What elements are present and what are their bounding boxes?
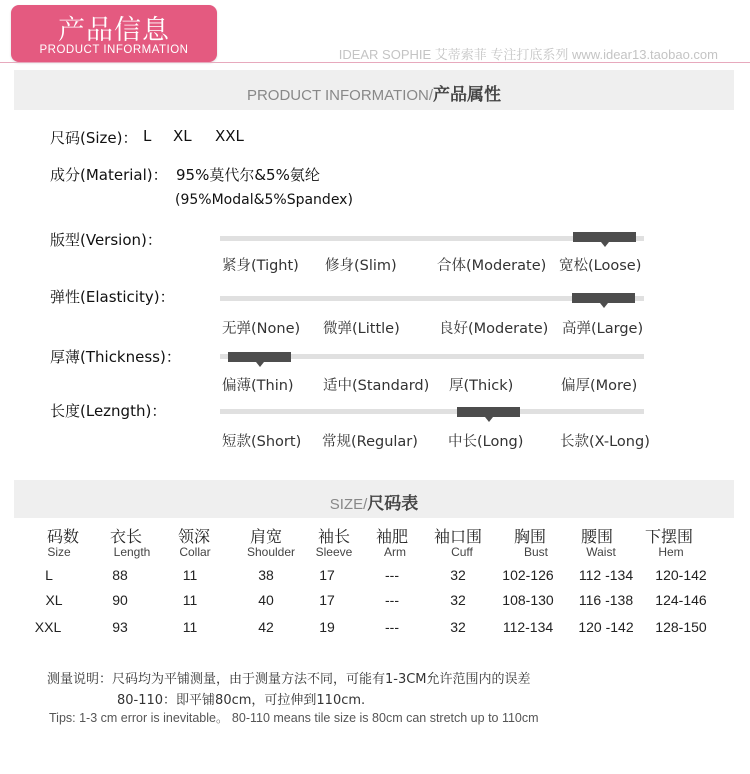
- table-cell: 90: [112, 592, 128, 608]
- table-cell: 32: [450, 619, 466, 635]
- table-cell: ---: [385, 619, 399, 635]
- table-cell: 19: [319, 619, 335, 635]
- header-en: Shoulder: [246, 545, 296, 559]
- brand-watermark: IDEAR SOPHIE 艾蒂索菲 专注打底系列 www.idear13.taobao.com: [338, 47, 718, 62]
- elasticity-scale-marker: [572, 293, 635, 303]
- version-option-slim: 修身(Slim): [325, 258, 397, 274]
- size-option-xl: XL: [173, 127, 192, 145]
- thickness-option-thick: 厚(Thick): [449, 378, 514, 394]
- length-label: 长度(Lezngth)：: [50, 402, 167, 420]
- header-cn: 腰围: [580, 527, 613, 546]
- table-cell: 93: [112, 619, 128, 635]
- header-cn: 衣长: [109, 527, 142, 546]
- table-row: [0, 619, 750, 639]
- thickness-option-standard: 适中(Standard): [323, 378, 430, 394]
- size-table-header: [0, 524, 750, 564]
- header-en: Bust: [523, 545, 548, 559]
- material-label: 成分(Material)：: [50, 166, 168, 184]
- table-cell: 128-150: [655, 619, 707, 635]
- elasticity-option-large: 高弹(Large): [562, 321, 644, 337]
- length-option-short: 短款(Short): [222, 434, 302, 450]
- section-title-en: SIZE/: [329, 496, 368, 513]
- length-option-regular: 常规(Regular): [322, 434, 418, 450]
- length-option-x-long: 长款(X-Long): [560, 434, 650, 450]
- thickness-scale-marker: [228, 352, 291, 362]
- section-title-en: PRODUCT INFORMATION/: [246, 87, 434, 104]
- elasticity-label: 弹性(Elasticity)：: [50, 288, 175, 306]
- material-value-en: (95%Modal&5%Spandex): [175, 192, 353, 208]
- elasticity-option-moderate: 良好(Moderate): [439, 321, 549, 337]
- length-scale-track: [220, 409, 644, 414]
- table-cell: L: [45, 567, 53, 583]
- elasticity-option-none: 无弹(None): [222, 321, 301, 337]
- length-scale-marker: [457, 407, 520, 417]
- version-scale-marker: [573, 232, 636, 242]
- section-title-cn: 尺码表: [367, 494, 419, 513]
- badge-title-cn: 产品信息: [58, 15, 170, 46]
- table-cell: 32: [450, 592, 466, 608]
- size-option-l: L: [143, 127, 152, 145]
- header-en: Length: [113, 545, 151, 559]
- table-cell: 112-134: [502, 619, 554, 635]
- version-option-tight: 紧身(Tight): [222, 258, 299, 274]
- table-cell: 124-146: [655, 592, 707, 608]
- table-cell: 38: [258, 567, 274, 583]
- header-cn: 袖肥: [375, 527, 408, 546]
- header-en: Collar: [179, 545, 211, 559]
- table-row: [0, 567, 750, 587]
- header-en: Hem: [658, 545, 684, 559]
- table-cell: ---: [385, 592, 399, 608]
- product-information-badge: [11, 5, 217, 62]
- size-label: 尺码(Size)：: [50, 129, 138, 147]
- table-cell: 88: [112, 567, 128, 583]
- table-cell: 42: [258, 619, 274, 635]
- table-cell: 120-142: [655, 567, 707, 583]
- tips-note: Tips: 1-3 cm error is inevitable。 80-110 means tile size is 80cm can stretch up to 110cm: [49, 711, 539, 725]
- table-cell: 120 -142: [578, 619, 634, 635]
- size-option-xxl: XXL: [215, 127, 244, 145]
- thickness-option-thin: 偏薄(Thin): [222, 378, 294, 394]
- table-row: [0, 592, 750, 612]
- table-cell: 17: [319, 567, 335, 583]
- elasticity-option-little: 微弹(Little): [323, 321, 400, 337]
- table-cell: 11: [182, 619, 198, 635]
- table-cell: 102-126: [502, 567, 554, 583]
- table-cell: 32: [450, 567, 466, 583]
- table-cell: 17: [319, 592, 335, 608]
- section-title: [14, 80, 734, 105]
- section-title-cn: 产品属性: [433, 85, 502, 104]
- stretch-note: 80-110：即平铺80cm，可拉伸到110cm.: [117, 693, 366, 708]
- version-option-moderate: 合体(Moderate): [437, 258, 547, 274]
- table-cell: XL: [45, 592, 63, 608]
- badge-title-en: PRODUCT INFORMATION: [39, 44, 189, 56]
- header-en: Sleeve: [315, 545, 353, 559]
- header-divider: [0, 62, 750, 63]
- header-cn: 胸围: [513, 527, 546, 546]
- table-cell: 116 -138: [578, 592, 634, 608]
- header-en: Size: [47, 545, 71, 559]
- length-option-long: 中长(Long): [448, 434, 524, 450]
- header-en: Cuff: [451, 545, 473, 559]
- header-cn: 领深: [177, 527, 210, 546]
- header-cn: 肩宽: [249, 527, 282, 546]
- header-cn: 袖口围: [433, 527, 482, 546]
- thickness-label: 厚薄(Thickness)：: [50, 348, 181, 366]
- version-option-loose: 宽松(Loose): [559, 258, 642, 274]
- product-attributes-bar: [14, 70, 734, 110]
- table-cell: 40: [258, 592, 274, 608]
- table-cell: XXL: [34, 619, 62, 635]
- header-cn: 下摆围: [644, 527, 693, 546]
- header-en: Waist: [586, 545, 616, 559]
- table-cell: 11: [182, 567, 198, 583]
- version-label: 版型(Version)：: [50, 231, 162, 249]
- thickness-option-more: 偏厚(More): [561, 378, 638, 394]
- header-cn: 袖长: [317, 527, 350, 546]
- table-cell: 11: [182, 592, 198, 608]
- header-en: Arm: [384, 545, 406, 559]
- material-value-cn: 95%莫代尔&5%氨纶: [176, 166, 320, 184]
- size-chart-bar: [14, 480, 734, 518]
- header-cn: 码数: [46, 527, 79, 546]
- table-cell: 108-130: [502, 592, 554, 608]
- table-cell: ---: [385, 567, 399, 583]
- measurement-note: 测量说明：尺码均为平铺测量，由于测量方法不同，可能有1-3CM允许范围内的误差: [47, 672, 531, 687]
- table-cell: 112 -134: [578, 567, 634, 583]
- section-title: [14, 489, 734, 514]
